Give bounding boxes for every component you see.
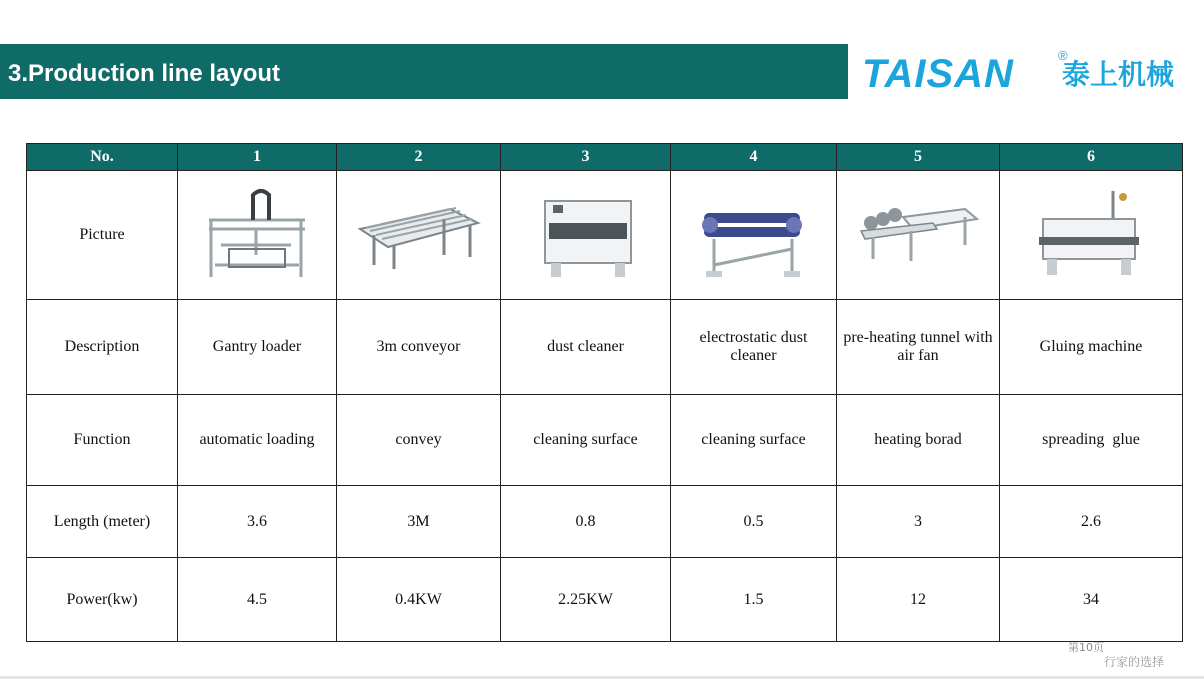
table-row-description xyxy=(27,300,1183,395)
description-cell: electrostatic dust cleaner xyxy=(671,300,837,395)
power-cell: 1.5 xyxy=(671,558,837,642)
table-row-picture xyxy=(27,171,1183,300)
length-cell: 3.6 xyxy=(178,486,337,558)
header-col-4: 4 xyxy=(671,144,837,171)
row-label-length: Length (meter) xyxy=(27,486,178,558)
page-number: 第10页 xyxy=(1068,641,1104,654)
picture-cell-1 xyxy=(178,171,337,300)
table-header-row xyxy=(27,144,1183,171)
picture-cell-2 xyxy=(337,171,501,300)
gluing-machine-image xyxy=(1031,185,1151,285)
function-cell: cleaning surface xyxy=(671,395,837,486)
description-cell: 3m conveyor xyxy=(337,300,501,395)
row-label-description: Description xyxy=(27,300,178,395)
function-cell: spreading glue xyxy=(1000,395,1183,486)
description-cell: pre-heating tunnel with air fan xyxy=(837,300,1000,395)
header-col-6: 6 xyxy=(1000,144,1183,171)
logo-wordmark: TAISAN xyxy=(862,52,1014,96)
power-cell: 4.5 xyxy=(178,558,337,642)
header-col-5: 5 xyxy=(837,144,1000,171)
picture-cell-3 xyxy=(501,171,671,300)
conveyor-image xyxy=(354,195,484,275)
registered-mark: ® xyxy=(1058,48,1068,63)
description-cell: Gluing machine xyxy=(1000,300,1183,395)
function-cell: cleaning surface xyxy=(501,395,671,486)
table-row-power xyxy=(27,558,1183,642)
preheating-tunnel-image xyxy=(853,195,983,275)
header-col-2: 2 xyxy=(337,144,501,171)
header-col-3: 3 xyxy=(501,144,671,171)
dust-cleaner-image xyxy=(531,187,641,283)
row-label-picture: Picture xyxy=(27,171,178,300)
electrostatic-cleaner-image xyxy=(694,187,814,283)
row-label-power: Power(kw) xyxy=(27,558,178,642)
function-cell: heating borad xyxy=(837,395,1000,486)
length-cell: 3 xyxy=(837,486,1000,558)
picture-cell-6 xyxy=(1000,171,1183,300)
production-line-table xyxy=(26,143,1183,642)
company-logo xyxy=(862,48,1194,96)
length-cell: 3M xyxy=(337,486,501,558)
table-row-length xyxy=(27,486,1183,558)
logo-chinese-name: 泰上机械 xyxy=(1062,58,1175,91)
header-no: No. xyxy=(27,144,178,171)
length-cell: 2.6 xyxy=(1000,486,1183,558)
power-cell: 0.4KW xyxy=(337,558,501,642)
title-bar xyxy=(0,44,848,99)
page-title: 3.Production line layout xyxy=(8,60,281,87)
table-row-function xyxy=(27,395,1183,486)
function-cell: convey xyxy=(337,395,501,486)
watermark-text: 行家的选择 xyxy=(1104,655,1165,669)
description-cell: dust cleaner xyxy=(501,300,671,395)
power-cell: 12 xyxy=(837,558,1000,642)
picture-cell-5 xyxy=(837,171,1000,300)
power-cell: 34 xyxy=(1000,558,1183,642)
header-col-1: 1 xyxy=(178,144,337,171)
gantry-loader-image xyxy=(201,185,313,285)
row-label-function: Function xyxy=(27,395,178,486)
description-cell: Gantry loader xyxy=(178,300,337,395)
picture-cell-4 xyxy=(671,171,837,300)
function-cell: automatic loading xyxy=(178,395,337,486)
length-cell: 0.5 xyxy=(671,486,837,558)
length-cell: 0.8 xyxy=(501,486,671,558)
power-cell: 2.25KW xyxy=(501,558,671,642)
